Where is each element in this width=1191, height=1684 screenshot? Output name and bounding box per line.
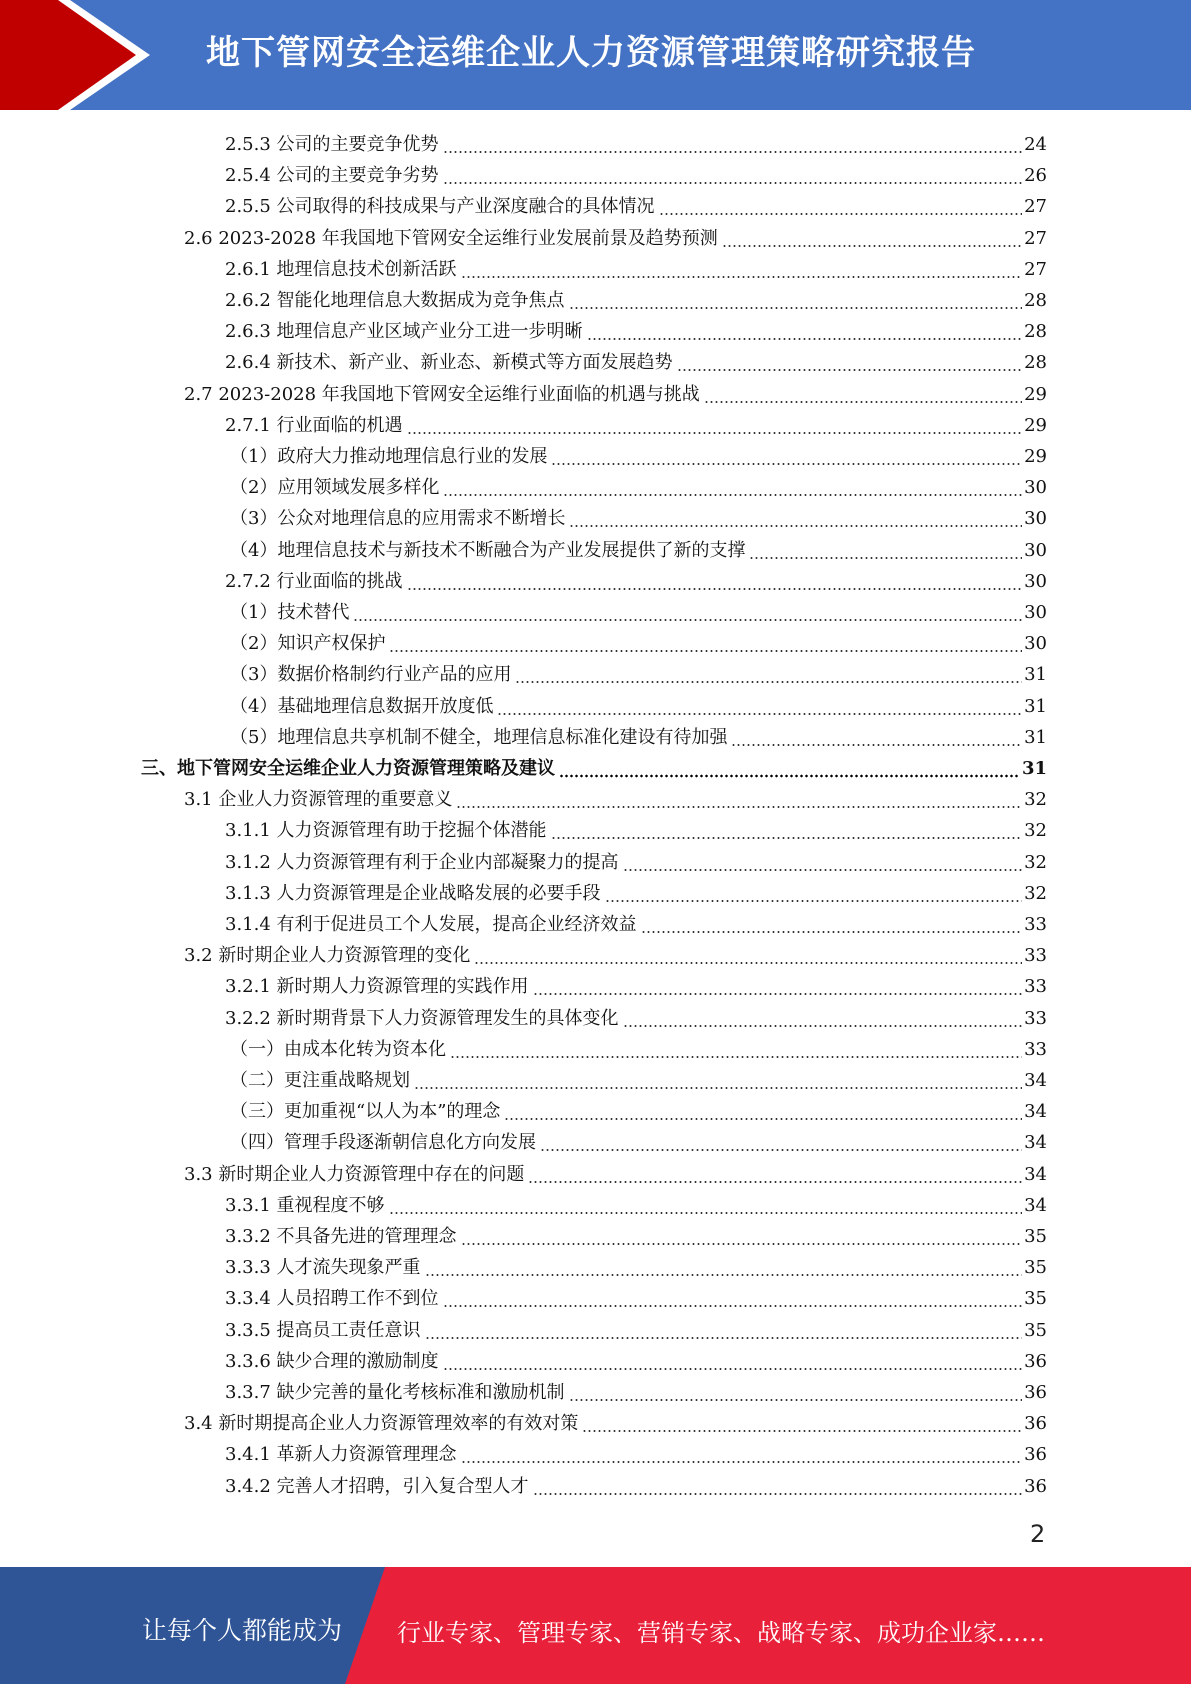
toc-entry[interactable] — [141, 752, 1047, 780]
toc-entry-title: 2.7.2 行业面临的挑战 — [225, 570, 403, 592]
toc-entry-page: 28 — [1024, 352, 1047, 374]
toc-entry-page: 31 — [1024, 664, 1047, 686]
toc-entry-page: 35 — [1024, 1319, 1047, 1341]
toc-entry-page: 30 — [1024, 477, 1047, 499]
toc-entry[interactable] — [225, 1314, 1047, 1342]
toc-dot-leader — [731, 727, 1022, 747]
toc-entry-title: 3.3.2 不具备先进的管理理念 — [225, 1226, 457, 1247]
toc-entry-title: （1）技术替代 — [230, 602, 350, 623]
toc-entry[interactable] — [230, 596, 1047, 624]
footer-slogan-right: 行业专家、管理专家、营销专家、战略专家、成功企业家…… — [397, 1619, 1045, 1647]
toc-dot-leader — [353, 602, 1022, 622]
toc-dot-leader — [407, 571, 1023, 591]
toc-entry[interactable] — [225, 1438, 1047, 1466]
toc-dot-leader — [425, 1257, 1023, 1277]
toc-entry-title: 3.2.2 新时期背景下人力资源管理发生的具体变化 — [225, 1007, 619, 1029]
toc-entry-title: （四）管理手段逐渐朝信息化方向发展 — [230, 1132, 536, 1154]
toc-dot-leader — [582, 1413, 1022, 1433]
toc-entry-title: 2.6 2023-2028 年我国地下管网安全运维行业发展前景及趋势预测 — [184, 227, 718, 249]
toc-dot-leader — [569, 290, 1023, 310]
toc-entry-title: （4）地理信息技术与新技术不断融合为产业发展提供了新的支撑 — [230, 539, 746, 561]
toc-dot-leader — [533, 1476, 1023, 1496]
toc-entry-page: 34 — [1024, 1070, 1047, 1091]
toc-entry-page: 33 — [1024, 976, 1047, 998]
toc-dot-leader — [659, 196, 1023, 216]
toc-dot-leader — [605, 883, 1023, 903]
toc-dot-leader — [540, 1132, 1022, 1152]
toc-entry-title: 2.7 2023-2028 年我国地下管网安全运维行业面临的机遇与挑战 — [184, 383, 700, 405]
toc-entry-page: 34 — [1024, 1163, 1047, 1185]
toc-entry[interactable] — [230, 534, 1047, 562]
toc-entry-title: 3.3.5 提高员工责任意识 — [225, 1319, 421, 1341]
toc-entry[interactable] — [225, 1345, 1047, 1373]
toc-entry-page: 24 — [1024, 134, 1047, 155]
toc-entry[interactable] — [230, 502, 1047, 530]
toc-entry-title: 3.1 企业人力资源管理的重要意义 — [184, 789, 453, 811]
toc-dot-leader — [559, 758, 1020, 778]
toc-entry[interactable] — [225, 1376, 1047, 1404]
toc-entry-title: 2.5.5 公司取得的科技成果与产业深度融合的具体情况 — [225, 196, 655, 218]
toc-entry[interactable] — [225, 159, 1047, 187]
toc-entry[interactable] — [225, 908, 1047, 936]
toc-dot-leader — [425, 1320, 1023, 1340]
toc-entry-page: 30 — [1024, 508, 1047, 530]
toc-entry-title: 3.3.6 缺少合理的激励制度 — [225, 1350, 439, 1372]
toc-entry-page: 34 — [1024, 1132, 1047, 1154]
toc-dot-leader — [461, 1444, 1023, 1464]
toc-entry[interactable] — [184, 939, 1047, 967]
toc-dot-leader — [443, 1351, 1023, 1371]
toc-entry[interactable] — [225, 970, 1047, 998]
toc-entry-page: 27 — [1024, 227, 1047, 249]
toc-entry[interactable] — [184, 222, 1047, 250]
toc-dot-leader — [389, 633, 1022, 653]
toc-dot-leader — [414, 1070, 1022, 1090]
toc-entry[interactable] — [230, 1064, 1047, 1092]
toc-entry-title: 三、地下管网安全运维企业人力资源管理策略及建议 — [141, 758, 555, 779]
toc-entry-title: 3.3.3 人才流失现象严重 — [225, 1257, 421, 1279]
page-header — [0, 0, 1191, 110]
toc-dot-leader — [515, 664, 1022, 684]
toc-entry[interactable] — [230, 658, 1047, 686]
toc-entry-title: 2.5.4 公司的主要竞争劣势 — [225, 165, 439, 187]
toc-entry-title: 3.3 新时期企业人力资源管理中存在的问题 — [184, 1163, 525, 1185]
toc-entry-title: 3.4 新时期提高企业人力资源管理效率的有效对策 — [184, 1413, 579, 1435]
toc-entry-title: （三）更加重视“以人为本”的理念 — [230, 1101, 501, 1123]
toc-entry[interactable] — [230, 1126, 1047, 1154]
toc-entry-page: 36 — [1024, 1444, 1047, 1466]
toc-entry-title: 3.4.1 革新人力资源管理理念 — [225, 1444, 457, 1466]
toc-dot-leader — [641, 914, 1023, 934]
toc-entry[interactable] — [225, 1189, 1047, 1217]
toc-entry-page: 33 — [1024, 914, 1047, 935]
toc-entry-title: 2.6.2 智能化地理信息大数据成为竞争焦点 — [225, 290, 565, 311]
toc-entry-page: 31 — [1024, 695, 1047, 717]
toc-entry-title: （3）数据价格制约行业产品的应用 — [230, 664, 512, 686]
toc-entry[interactable] — [184, 1158, 1047, 1186]
toc-dot-leader — [474, 945, 1022, 965]
toc-entry-title: （2）应用领域发展多样化 — [230, 477, 440, 499]
toc-entry[interactable] — [225, 814, 1047, 842]
toc-dot-leader — [623, 852, 1023, 872]
toc-entry-title: 3.1.1 人力资源管理有助于挖掘个体潜能 — [225, 820, 547, 842]
toc-entry-title: 3.2 新时期企业人力资源管理的变化 — [184, 945, 471, 967]
toc-entry-page: 36 — [1024, 1350, 1047, 1372]
toc-entry-page: 31 — [1024, 726, 1047, 748]
toc-entry-page: 29 — [1024, 414, 1047, 436]
toc-entry-page: 28 — [1024, 290, 1047, 311]
toc-entry[interactable] — [230, 721, 1047, 749]
toc-entry-title: 3.3.4 人员招聘工作不到位 — [225, 1288, 439, 1310]
toc-entry[interactable] — [225, 128, 1047, 156]
toc-dot-leader — [528, 1164, 1022, 1184]
toc-entry-page: 28 — [1024, 321, 1047, 343]
toc-dot-leader — [551, 446, 1022, 466]
toc-entry[interactable] — [230, 1033, 1047, 1061]
toc-dot-leader — [623, 1008, 1023, 1028]
toc-entry[interactable] — [225, 284, 1047, 312]
toc-entry-title: （1）政府大力推动地理信息行业的发展 — [230, 446, 548, 467]
toc-entry-title: 3.4.2 完善人才招聘，引入复合型人才 — [225, 1475, 529, 1497]
footer-slogan-left: 让每个人都能成为 — [142, 1616, 343, 1645]
toc-entry-page: 30 — [1024, 539, 1047, 561]
toc-entry-page: 33 — [1024, 1007, 1047, 1029]
toc-entry-title: 2.6.3 地理信息产业区域产业分工进一步明晰 — [225, 321, 583, 343]
toc-entry[interactable] — [230, 627, 1047, 655]
toc-entry-title: 2.5.3 公司的主要竞争优势 — [225, 134, 439, 155]
toc-entry[interactable] — [225, 565, 1047, 593]
toc-entry[interactable] — [225, 190, 1047, 218]
toc-entry-page: 35 — [1024, 1288, 1047, 1310]
toc-entry-title: 3.1.4 有利于促进员工个人发展，提高企业经济效益 — [225, 914, 637, 935]
toc-entry-page: 27 — [1024, 196, 1047, 218]
toc-entry[interactable] — [225, 1220, 1047, 1248]
toc-entry-page: 35 — [1024, 1257, 1047, 1279]
toc-entry-title: 3.1.3 人力资源管理是企业战略发展的必要手段 — [225, 882, 601, 904]
toc-entry-page: 27 — [1024, 258, 1047, 280]
toc-dot-leader — [587, 321, 1023, 341]
toc-entry[interactable] — [225, 1251, 1047, 1279]
toc-dot-leader — [497, 696, 1022, 716]
toc-entry[interactable] — [184, 783, 1047, 811]
toc-entry-title: （二）更注重战略规划 — [230, 1070, 410, 1091]
toc-entry-page: 32 — [1024, 851, 1047, 873]
toc-dot-leader — [569, 1382, 1023, 1402]
toc-entry[interactable] — [225, 315, 1047, 343]
toc-entry-title: 2.6.1 地理信息技术创新活跃 — [225, 258, 457, 280]
toc-dot-leader — [461, 1226, 1023, 1246]
toc-entry-page: 36 — [1024, 1382, 1047, 1403]
toc-entry[interactable] — [225, 1282, 1047, 1310]
toc-dot-leader — [456, 789, 1022, 809]
toc-entry-page: 30 — [1024, 570, 1047, 592]
toc-entry-page: 34 — [1024, 1194, 1047, 1216]
toc-entry-page: 31 — [1021, 758, 1047, 779]
toc-entry-title: （3）公众对地理信息的应用需求不断增长 — [230, 508, 566, 530]
page-footer — [0, 1567, 1191, 1684]
toc-entry[interactable] — [225, 409, 1047, 437]
toc-dot-leader — [443, 165, 1023, 185]
toc-entry-page: 29 — [1024, 446, 1047, 467]
toc-entry-page: 34 — [1024, 1101, 1047, 1123]
toc-entry[interactable] — [225, 1002, 1047, 1030]
toc-entry-page: 32 — [1024, 820, 1047, 842]
toc-entry[interactable] — [184, 1407, 1047, 1435]
toc-entry[interactable] — [230, 471, 1047, 499]
toc-entry-title: 2.6.4 新技术、新产业、新业态、新模式等方面发展趋势 — [225, 352, 673, 374]
toc-entry-page: 32 — [1024, 789, 1047, 811]
toc-entry[interactable] — [230, 690, 1047, 718]
toc-entry-title: 3.3.7 缺少完善的量化考核标准和激励机制 — [225, 1382, 565, 1403]
toc-dot-leader — [677, 352, 1023, 372]
toc-dot-leader — [461, 259, 1023, 279]
toc-entry-title: 3.3.1 重视程度不够 — [225, 1194, 385, 1216]
toc-entry[interactable] — [230, 1095, 1047, 1123]
toc-entry-page: 36 — [1024, 1413, 1047, 1435]
toc-entry-page: 26 — [1024, 165, 1047, 187]
toc-dot-leader — [533, 976, 1023, 996]
toc-entry[interactable] — [225, 346, 1047, 374]
toc-dot-leader — [551, 820, 1023, 840]
toc-entry-page: 32 — [1024, 882, 1047, 904]
toc-entry-title: 3.2.1 新时期人力资源管理的实践作用 — [225, 976, 529, 998]
toc-dot-leader — [443, 477, 1022, 497]
toc-dot-leader — [443, 134, 1023, 154]
toc-entry[interactable] — [225, 877, 1047, 905]
toc-dot-leader — [722, 228, 1022, 248]
report-title: 地下管网安全运维企业人力资源管理策略研究报告 — [206, 33, 976, 73]
toc-entry-title: （4）基础地理信息数据开放度低 — [230, 695, 494, 717]
toc-dot-leader — [389, 1195, 1023, 1215]
toc-dot-leader — [407, 415, 1023, 435]
toc-entry[interactable] — [225, 253, 1047, 281]
toc-dot-leader — [704, 384, 1022, 404]
toc-entry-page: 29 — [1024, 383, 1047, 405]
toc-entry-page: 30 — [1024, 633, 1047, 655]
toc-entry-title: （2）知识产权保护 — [230, 633, 386, 655]
toc-dot-leader — [749, 540, 1022, 560]
toc-entry[interactable] — [184, 378, 1047, 406]
toc-entry-page: 33 — [1024, 1038, 1047, 1060]
toc-entry-page: 36 — [1024, 1475, 1047, 1497]
toc-entry-title: 2.7.1 行业面临的机遇 — [225, 414, 403, 436]
toc-entry-title: （5）地理信息共享机制不健全，地理信息标准化建设有待加强 — [230, 726, 728, 748]
toc-dot-leader — [443, 1288, 1023, 1308]
toc-entry-page: 30 — [1024, 602, 1047, 623]
toc-entry[interactable] — [225, 1470, 1047, 1498]
page-number: 2 — [1030, 1520, 1046, 1548]
toc-entry-title: （一）由成本化转为资本化 — [230, 1038, 446, 1060]
toc-entry[interactable] — [230, 440, 1047, 468]
toc-entry[interactable] — [225, 846, 1047, 874]
toc-dot-leader — [569, 508, 1022, 528]
toc-dot-leader — [504, 1101, 1022, 1121]
toc-entry-title: 3.1.2 人力资源管理有利于企业内部凝聚力的提高 — [225, 851, 619, 873]
toc-entry-page: 35 — [1024, 1226, 1047, 1247]
toc-entry-page: 33 — [1024, 945, 1047, 967]
toc-dot-leader — [450, 1039, 1022, 1059]
